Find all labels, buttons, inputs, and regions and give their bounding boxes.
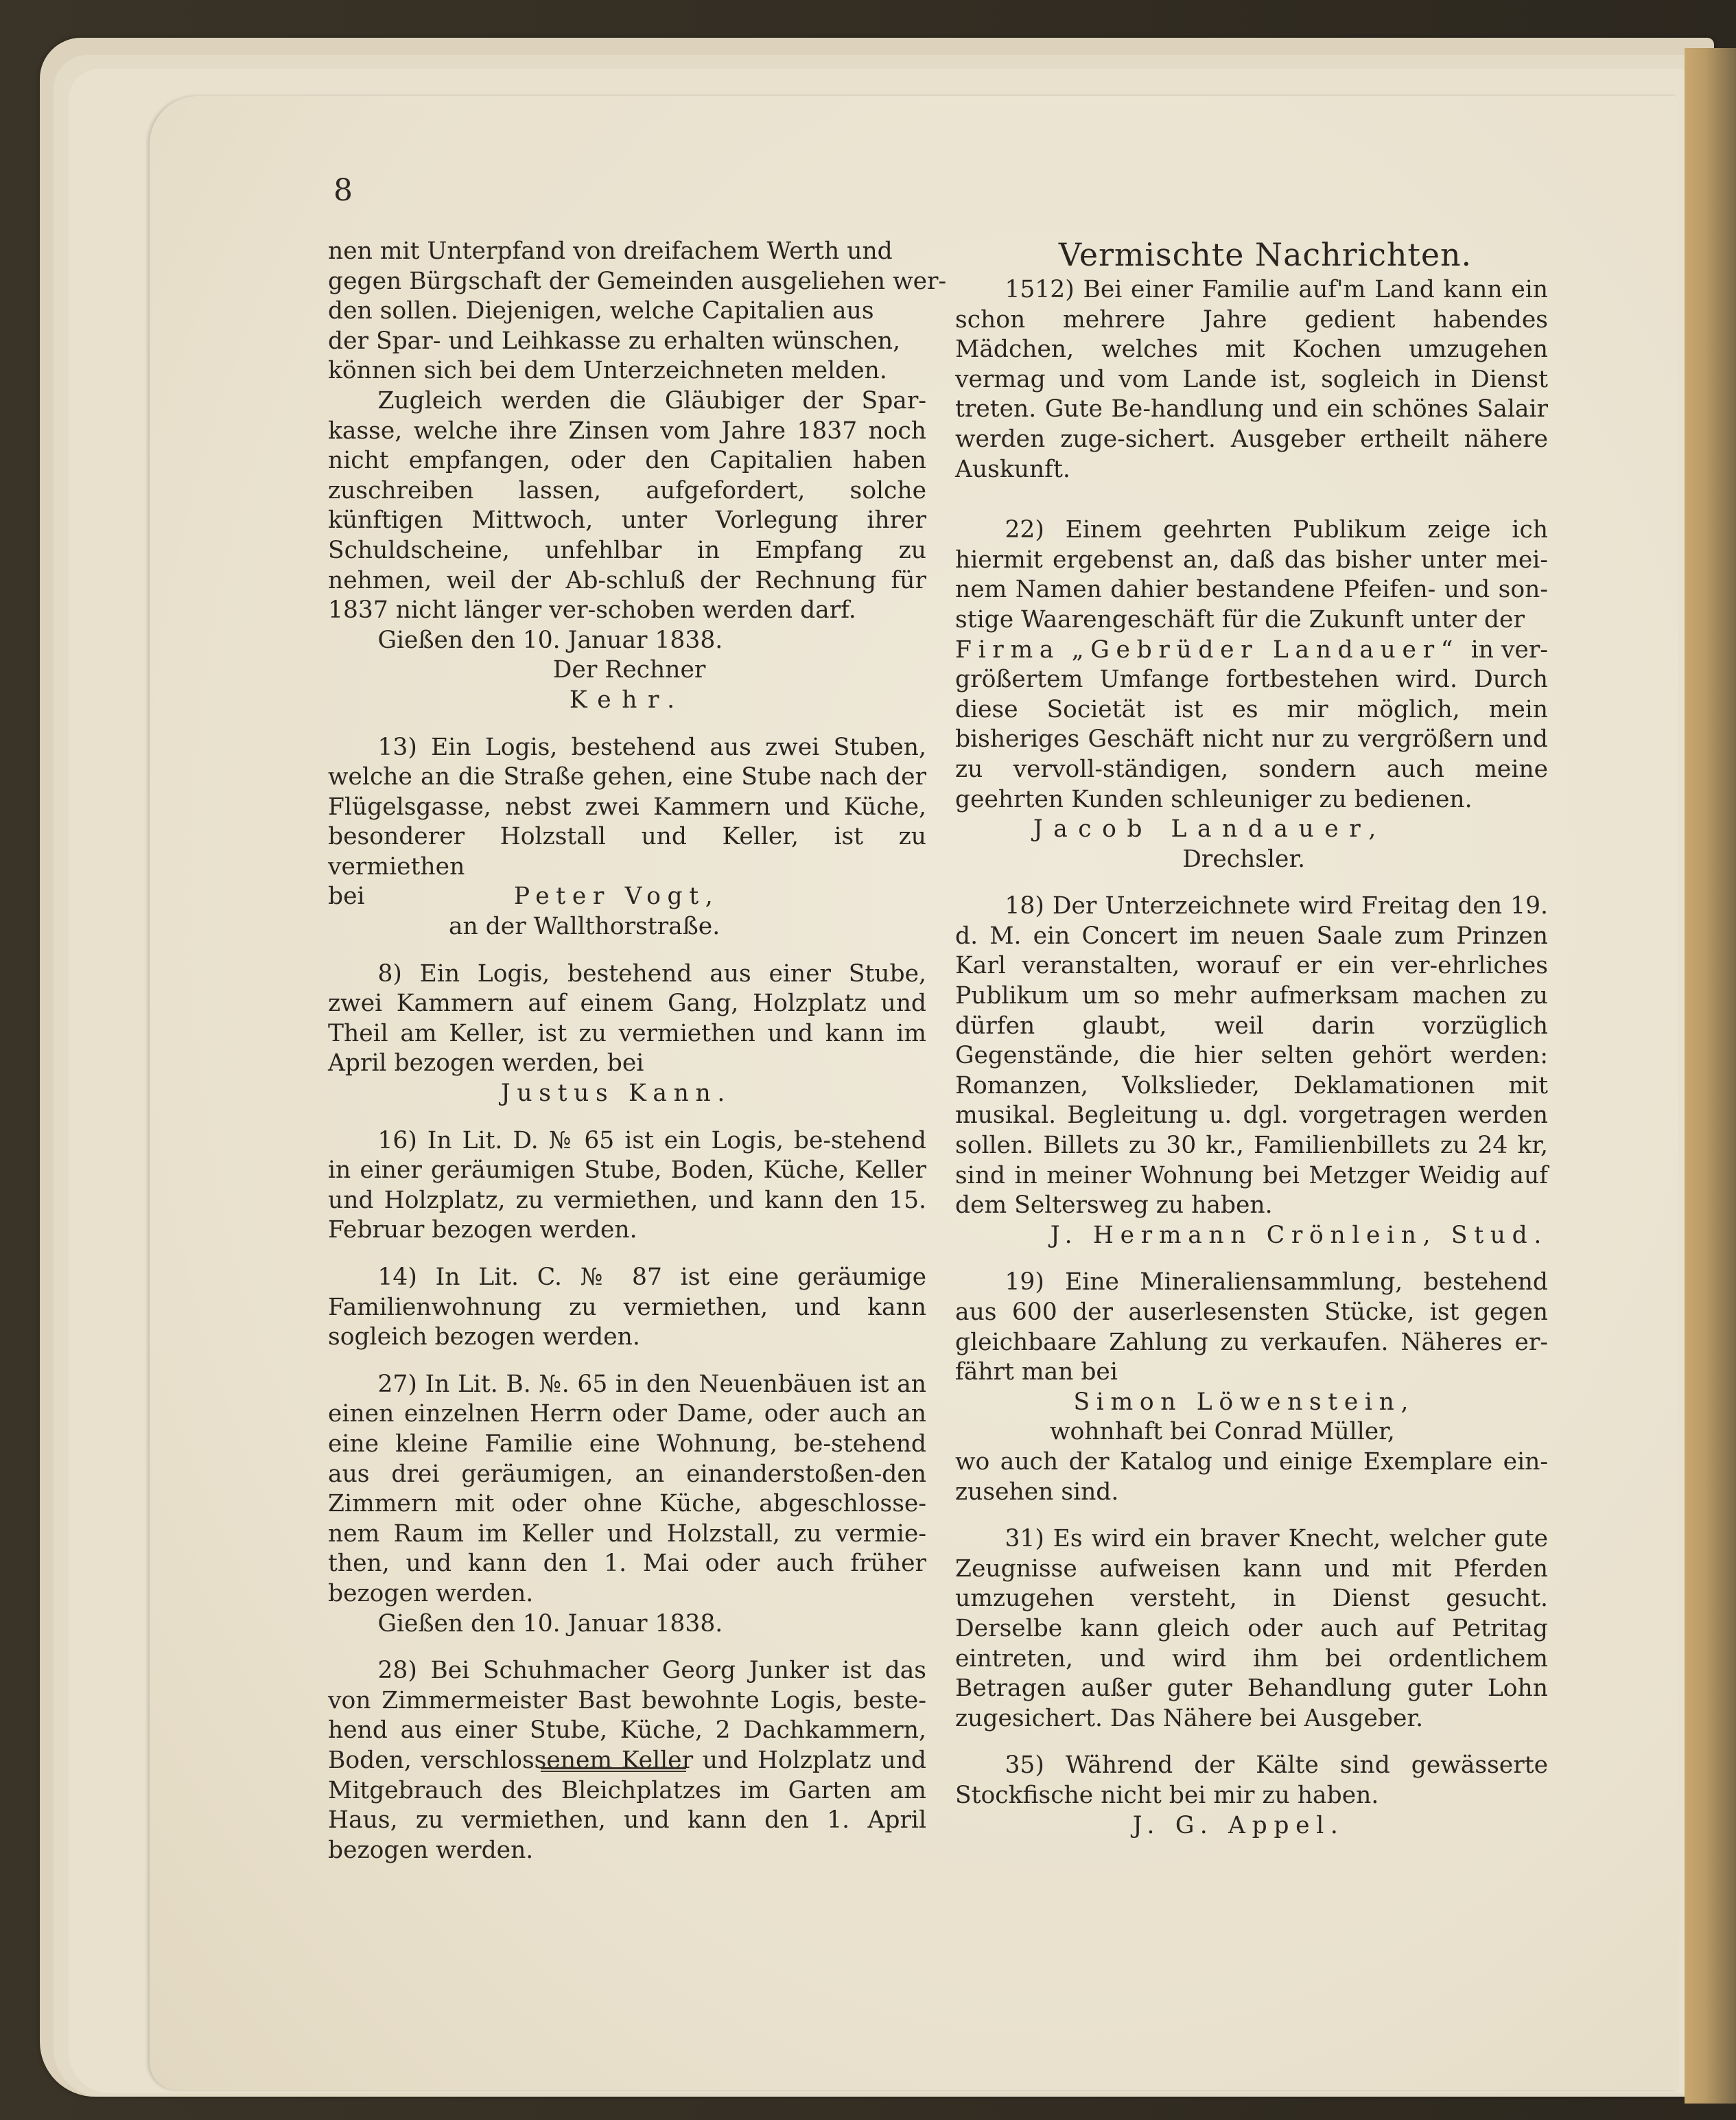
ad-28: [328, 1656, 926, 1865]
text-line: der Spar- und Leihkasse zu erhalten wünschen,: [328, 327, 901, 355]
firma-rest: in ver-: [1470, 636, 1548, 664]
signature-title: Der Rechner: [552, 656, 706, 684]
left-column: [328, 237, 947, 1865]
signature-name: Jacob Landauer,: [1033, 815, 1387, 843]
ad-31: [955, 1524, 1548, 1734]
ad-text: 13) Ein Logis, bestehend aus zwei Stuben, welche an die Straße gehen, eine Stube nach der Flügelsgasse, nebst zwei Kammern und Küche, besonderer Holzstall und Keller, ist zu vermiethen: [328, 733, 926, 881]
signature-name: Justus Kann.: [500, 1080, 732, 1108]
ad-text: 31) Es wird ein braver Knecht, welcher gute Zeugnisse aufweisen kann und mit Pferden umzugehen versteht, in Dienst gesucht. Derselbe kann gleich oder auch auf Petritag eintreten, und wird ihm bei ordentlichem Betragen außer guter Behandlung guter Lohn zugesichert. Das Nähere bei Ausgeber.: [955, 1525, 1548, 1732]
signature-address: wohnhaft bei Conrad Müller,: [1050, 1418, 1395, 1446]
firma-name: „Gebrüder Landauer“: [1071, 636, 1460, 664]
signature-name: J. Hermann Crönlein, Stud.: [1050, 1221, 1548, 1249]
signature-place: an der Wallthorstraße.: [448, 913, 720, 941]
signature-name: Kehr.: [569, 686, 685, 714]
paragraph: Zugleich werden die Gläubiger der Spar-kasse, welche ihre Zinsen vom Jahre 1837 noch nicht empfangen, oder den Capitalien haben zuschreiben lassen, aufgefordert, solche künftigen Mittwoch, unter Vorlegung ihrer Schuldscheine, unfehlbar in Empfang zu nehmen, weil der Ab-schluß der Rechnung für 1837 nicht länger ver-schoben werden darf.: [328, 386, 926, 625]
signature-title: Drechsler.: [1182, 845, 1306, 873]
ad-text: 27) In Lit. B. №. 65 in den Neuenbäuen ist an einen einzelnen Herrn oder Dame, oder auch an eine kleine Familie eine Wohnung, be-stehend aus drei geräumigen, an einanderstoßen-den Zimmern mit oder ohne Küche, abgeschlosse-nem Raum im Keller und Holzstall, zu vermie-then, und kann den 1. Mai oder auch früher bezogen werden.: [328, 1370, 926, 1607]
ad-text: 1512) Bei einer Familie auf'm Land kann ein schon mehrere Jahre gedient habendes Mädchen, welches mit Kochen umzugehen vermag und vom Lande ist, sogleich in Dienst treten. Gute Be-handlung und ein schönes Salair werden zuge-sichert. Ausgeber ertheilt nähere Auskunft.: [955, 276, 1548, 483]
ad-text: 28) Bei Schuhmacher Georg Junker ist das von Zimmermeister Bast bewohnte Logis, beste-hend aus einer Stube, Küche, 2 Dachkammern, Boden, verschlossenem Keller und Holzplatz und Mitgebrauch des Bleichplatzes im Garten am Haus, zu vermiethen, und kann den 1. April bezogen werden.: [328, 1657, 926, 1864]
ad-8: [328, 959, 926, 1109]
ad-19: [955, 1268, 1548, 1507]
ad-text: wo auch der Katalog und einige Exemplare ein-zusehen sind.: [955, 1447, 1548, 1506]
book-spine-edge: [1685, 48, 1736, 2104]
ad-27: [328, 1370, 926, 1639]
signature-name: Simon Löwenstein,: [1073, 1388, 1416, 1416]
ad-text: 22) Einem geehrten Publikum zeige ich hiermit ergebenst an, daß das bisher unter mei-nem Namen dahier bestandene Pfeifen- und son-stige Waarengeschäft für die Zukunft unter der: [955, 516, 1548, 633]
ad-1512: [955, 275, 1548, 485]
text-line: gegen Bürgschaft der Gemeinden ausgeliehen wer-: [328, 267, 947, 295]
ad-text: 35) Während der Kälte sind gewässerte Stockfische nicht bei mir zu haben.: [955, 1751, 1548, 1809]
date-line: Gießen den 10. Januar 1838.: [377, 626, 723, 654]
ad-text: 16) In Lit. D. № 65 ist ein Logis, be-stehend in einer geräumigen Stube, Boden, Küche, Keller und Holzplatz, zu vermiethen, und kann den 15. Februar bezogen werden.: [328, 1126, 926, 1244]
signature-name: Peter Vogt,: [513, 883, 720, 911]
closing-rule: [541, 1767, 686, 1772]
firma-line: [955, 636, 1548, 666]
ad-14: [328, 1263, 926, 1353]
signature-row: [328, 882, 926, 912]
ad-13: [328, 733, 926, 942]
ad-text: 14) In Lit. C. № 87 ist eine geräumige Familienwohnung zu vermiethen, und kann sogleich bezogen werden.: [328, 1263, 926, 1351]
right-column: [955, 237, 1548, 1841]
ad-18: [955, 892, 1548, 1250]
text-line: den sollen. Diejenigen, welche Capitalien aus: [328, 297, 874, 325]
bei-word: bei: [328, 883, 365, 911]
page-number: 8: [333, 173, 353, 208]
ad-text: 19) Eine Mineraliensammlung, bestehend aus 600 der auserlesensten Stücke, ist gegen gleichbaare Zahlung zu verkaufen. Näheres er-fährt man bei: [955, 1268, 1548, 1386]
ad-35: [955, 1751, 1548, 1841]
ad-22: [955, 515, 1548, 874]
signature-name: J. G. Appel.: [1132, 1811, 1345, 1839]
ad-text: 18) Der Unterzeichnete wird Freitag den 19. d. M. ein Concert im neuen Saale zum Prinzen Karl veranstalten, worauf er ein ver-ehrliches Publikum um so mehr aufmerksam machen zu dürfen glaubt, weil darin vorzüglich Gegenstände, die hier selten gehört werden: Romanzen, Volkslieder, Deklamationen mit musikal. Begleitung u. dgl. vorgetragen werden sollen. Billets zu 30 kr., Familienbillets zu 24 kr, sind in meiner Wohnung bei Metzger Weidig auf dem Seltersweg zu haben.: [955, 892, 1548, 1220]
text-line: können sich bei dem Unterzeichneten melden.: [328, 357, 887, 385]
section-title: Vermischte Nachrichten.: [1058, 236, 1473, 273]
ad-text: 8) Ein Logis, bestehend aus einer Stube, zwei Kammern auf einem Gang, Holzplatz und Theil am Keller, ist zu vermiethen und kann im April bezogen werden, bei: [328, 959, 926, 1078]
date-line: Gießen den 10. Januar 1838.: [377, 1609, 723, 1638]
firma-word: Firma: [955, 636, 1061, 664]
ad-16: [328, 1126, 926, 1246]
ad-text: größertem Umfange fortbestehen wird. Durch diese Societät ist es mir möglich, mein bisheriges Geschäft nicht nur zu vergrößern und zu vervoll-ständigen, sondern auch meine geehrten Kunden schleuniger zu bedienen.: [955, 666, 1548, 813]
text-line: nen mit Unterpfand von dreifachem Werth und: [328, 237, 893, 265]
ad-savings-bank: [328, 237, 947, 716]
